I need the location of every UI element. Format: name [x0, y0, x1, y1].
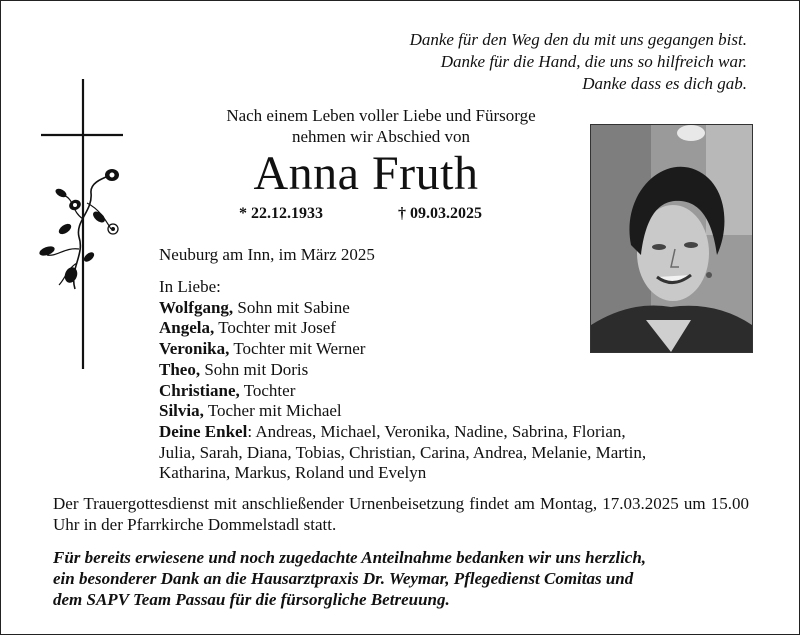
- thanks-line: Für bereits erwiesene und noch zugedachte Anteilnahme bedanken wir uns herzlich,: [53, 548, 647, 567]
- thanks-line: dem SAPV Team Passau für die fürsorgliche Betreuung.: [53, 590, 450, 609]
- intro-text: [191, 105, 571, 147]
- family-member: [159, 339, 759, 360]
- poem-line: Danke für die Hand, die uns so hilfreich war.: [440, 52, 747, 71]
- place-and-date: Neuburg am Inn, im März 2025: [159, 245, 375, 264]
- member-relation: Tochter mit Josef: [214, 318, 336, 338]
- family-list: [159, 277, 759, 484]
- grandchildren-line: [159, 422, 759, 443]
- family-member: [159, 298, 759, 319]
- member-name: Angela,: [159, 318, 215, 338]
- family-member: [159, 381, 759, 402]
- thanks-note: [53, 547, 753, 610]
- grandchildren-line: Katharina, Markus, Roland und Evelyn: [159, 463, 427, 483]
- member-relation: Sohn mit Doris: [200, 359, 309, 379]
- family-heading: In Liebe:: [159, 277, 221, 296]
- family-member: [159, 401, 759, 422]
- grandchildren-label: Deine Enkel: [159, 421, 248, 441]
- grandchildren-line: Julia, Sarah, Diana, Tobias, Christian, Carina, Andrea, Melanie, Martin,: [159, 442, 647, 462]
- poem: [410, 29, 747, 95]
- intro-line: Nach einem Leben voller Liebe und Fürsorge: [226, 106, 536, 125]
- family-member: [159, 360, 759, 381]
- member-name: Theo,: [159, 359, 201, 379]
- poem-line: Danke für den Weg den du mit uns gegangen bist.: [409, 30, 747, 49]
- member-relation: Tocher mit Michael: [203, 401, 342, 421]
- thanks-line: ein besonderer Dank an die Hausarztpraxis Dr. Weymar, Pflegedienst Comitas und: [53, 569, 634, 588]
- death-date: † 09.03.2025: [398, 205, 482, 222]
- birth-date: * 22.12.1933: [239, 205, 323, 222]
- deceased-name: Anna Fruth: [253, 147, 479, 200]
- member-name: Wolfgang,: [159, 297, 234, 317]
- member-name: Christiane,: [159, 380, 240, 400]
- member-name: Veronika,: [159, 339, 230, 359]
- member-name: Silvia,: [159, 401, 204, 421]
- family-member: [159, 318, 759, 339]
- member-relation: Tochter mit Werner: [229, 339, 366, 359]
- intro-line: nehmen wir Abschied von: [292, 127, 470, 146]
- member-relation: Sohn mit Sabine: [233, 297, 350, 317]
- poem-line: Danke dass es dich gab.: [582, 74, 747, 93]
- service-announcement: Der Trauergottesdienst mit anschließender Urnenbeisetzung findet am Montag, 17.03.2025 um 15.00 Uhr in der Pfarrkirche Dommelstadl statt.: [53, 494, 749, 534]
- cross-with-roses-icon: [35, 79, 135, 371]
- member-relation: Tochter: [239, 380, 296, 400]
- grandchildren-names: : Andreas, Michael, Veronika, Nadine, Sabrina, Florian,: [247, 421, 626, 441]
